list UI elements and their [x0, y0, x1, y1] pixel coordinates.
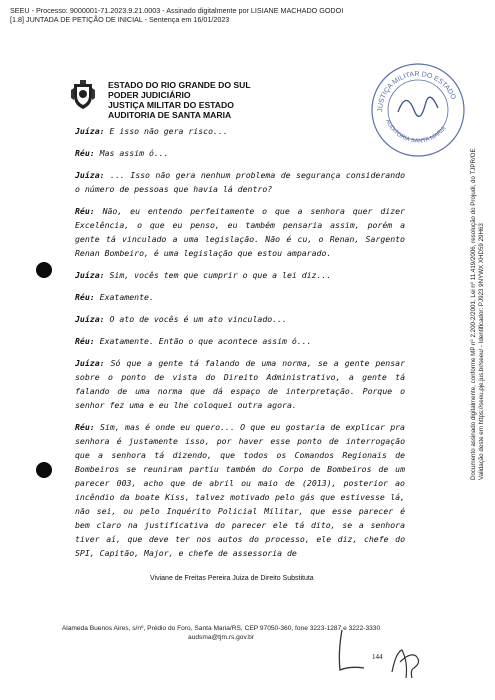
transcript-body	[75, 124, 405, 568]
side-note-line1: Documento assinado digitalmente, conforme MP nº 2.200-2/2001, Lei nº 11.419/2006, resolução do Projudi, do TJPR/OE	[470, 148, 477, 480]
footer-email: audsma@tjm.rs.gov.br	[188, 634, 254, 641]
institution-office: AUDITORIA DE SANTA MARIA	[108, 110, 232, 120]
coat-of-arms-icon	[70, 80, 96, 110]
speaker-label: Juíza:	[75, 358, 105, 368]
handwritten-signature	[330, 622, 440, 682]
speech-text: Só que a gente tá falando de uma norma, se a gente pensar sobre o ponto de vista do Direito Administrativo, a gente tá falando de uma norma que dá espaço de interpretação. Porque o senhor fez uma e eu lhe coloquei outra agora.	[75, 358, 405, 410]
transcript-line	[75, 268, 405, 282]
speaker-label: Juíza:	[75, 126, 105, 136]
speech-text: O ato de vocês é um ato vinculado...	[104, 314, 287, 324]
transcript-line	[75, 168, 405, 196]
speaker-label: Réu:	[75, 336, 95, 346]
speech-text: ... Isso não gera nenhum problema de segurança considerando o número de pessoas que havia lá dentro?	[75, 170, 405, 194]
speech-text: Mas assim ó...	[94, 148, 169, 158]
document-header	[10, 6, 343, 24]
svg-text:JUSTIÇA MILITAR DO ESTADO: JUSTIÇA MILITAR DO ESTADO	[376, 70, 457, 113]
speaker-label: Juíza:	[75, 314, 105, 324]
speaker-label: Réu:	[75, 292, 95, 302]
institution-court: JUSTIÇA MILITAR DO ESTADO	[108, 100, 234, 110]
punch-hole-marker	[36, 462, 52, 478]
transcript-line	[75, 124, 405, 138]
transcript-line	[75, 312, 405, 326]
speech-text: Exatamente.	[94, 292, 154, 302]
speech-text: Exatamente. Então o que acontece assim ó...	[94, 336, 312, 346]
speaker-label: Réu:	[75, 422, 95, 432]
digital-signature-notice	[470, 148, 495, 480]
speaker-label: Juíza:	[75, 270, 105, 280]
header-filing-line: [1.8] JUNTADA DE PETIÇÃO DE INICIAL - Sentença em 16/01/2023	[10, 15, 230, 24]
transcript-line	[75, 146, 405, 160]
speech-text: Sim, vocês tem que cumprir o que a lei diz...	[104, 270, 332, 280]
side-note-line2: Validação deste em https://seeu.pje.jus.br/seeu/ - Identificador: PJ923 9NYWX XHD59 29H63	[478, 223, 485, 480]
speaker-label: Juíza:	[75, 170, 105, 180]
header-process-line: SEEU - Processo: 9000001-71.2023.9.21.0003 - Assinado digitalmente por LISIANE MACHADO GODOI	[10, 6, 344, 15]
transcript-line	[75, 204, 405, 260]
speaker-label: Réu:	[75, 206, 95, 216]
punch-hole-marker	[36, 262, 52, 278]
speaker-label: Réu:	[75, 148, 95, 158]
transcript-line	[75, 334, 405, 348]
page-number: 144	[372, 653, 383, 661]
institution-block	[108, 80, 251, 120]
footer-address: Alameda Buenos Aires, s/nº, Prédio do Foro, Santa Maria/RS, CEP 97050-360, fone 3223-1287 e 3222-3330	[61, 625, 381, 632]
transcript-line	[75, 420, 405, 560]
speech-text: E isso não gera risco...	[104, 126, 228, 136]
speech-text: Sim, mas é onde eu quero... O que eu gostaria de explicar pra senhora é justamente isso, por haver esse ponto de interrogação que a senhora tá dizendo, que todos os Comandos Regionais de Bombeiros se reuniram partiu também do Corpo de Bombeiros de um parecer 003, acho que de abril ou maio de (2013), posterior ao incêndio da boate Kiss, talvez motivado pelo gás que estivesse lá, não sei, ou pelo Inquérito Policial Militar, que esse parecer é bem claro na justificativa do parecer ele tá dito, se a senhora tiver aí, que deve ter nos autos do processo, ele diz, chefe do SPI, Capitão, Major, e chefe de assessoria de	[75, 422, 405, 558]
speech-text: Não, eu entendo perfeitamente o que a senhora quer dizer Excelência, o que eu penso, eu também pensaria assim, porém a gente tá vinculado a uma legislação. Não é cu, o Renan, Sargento Renan Bombeiro, é uma legislação que estou amparado.	[75, 206, 405, 258]
svg-text:AUDITORIA SANTA MARIA: AUDITORIA SANTA MARIA	[384, 118, 448, 145]
institution-power: PODER JUDICIÁRIO	[108, 90, 191, 100]
transcript-line	[75, 356, 405, 412]
transcript-line	[75, 290, 405, 304]
signer-name: Viviane de Freitas Pereira Juiza de Direito Substituta	[150, 575, 314, 582]
institution-state: ESTADO DO RIO GRANDE DO SUL	[108, 80, 251, 90]
